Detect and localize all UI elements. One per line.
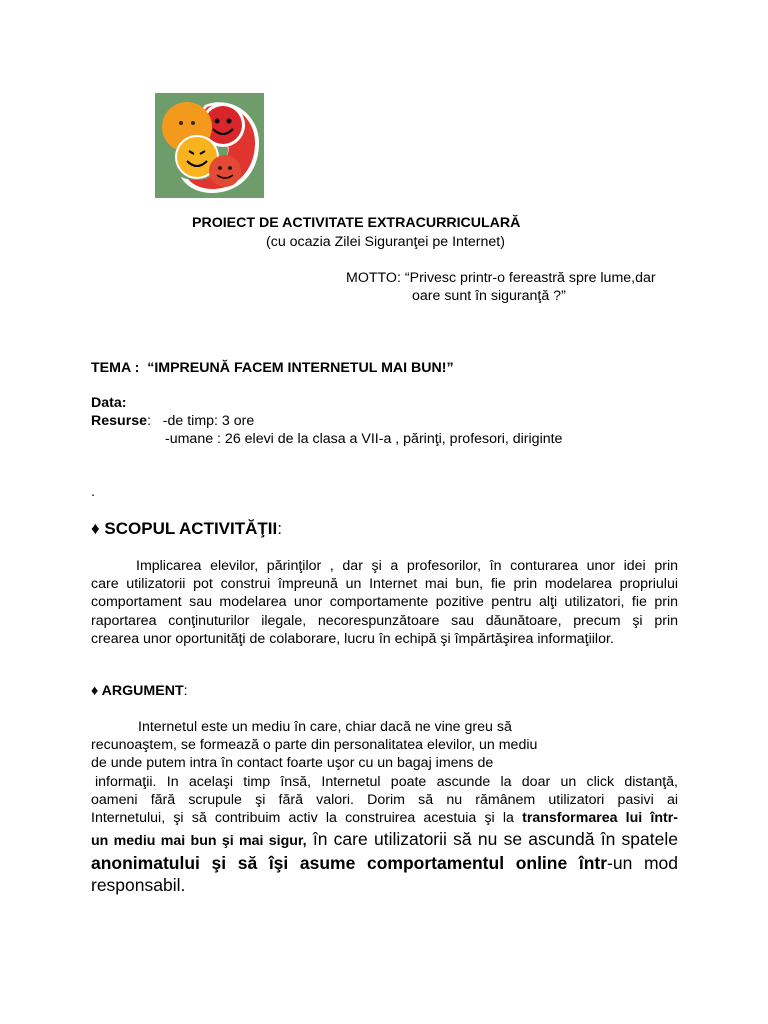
arg-line-8-a: anonimatului şi să îşi asume comportamentul online într (91, 853, 608, 874)
tema-line (91, 360, 454, 376)
arg-line-9: responsabil. (91, 875, 186, 896)
arg-line-7 (91, 828, 678, 850)
resurse-umane: -umane : 26 elevi de la clasa a VII-a , părinţi, profesori, diriginte (165, 431, 563, 447)
arg-line-1: Internetul este un mediu în care, chiar dacă ne vine greu să (138, 719, 512, 735)
arg-line-4: informaţii. In acelaşi timp însă, Internetul poate ascunde la doar un click distanţă, (95, 773, 678, 790)
scop-line-1: Implicarea elevilor, părinţilor , dar şi a profesorilor, în conturarea unor idei prin (136, 558, 678, 574)
arg-line-2: recunoaştem, se formează o parte din personalitatea elevilor, un mediu (91, 737, 538, 754)
tema-value: “IMPREUNĂ FACEM INTERNETUL MAI BUN!” (147, 360, 454, 376)
scop-line-4: raportarea conţinuturilor ilegale, necorespunzătoare sau dăunătoare, precum şi prin (91, 612, 678, 629)
scop-line-2: care utilizatorii pot construi împreună un Internet mai bun, fie prin modelarea propriului (91, 576, 678, 593)
scop-line-3: comportament sau modelarea unor comportamente pozitive pentru alţi utilizatori, fie prin (91, 594, 678, 611)
argument-heading-colon: : (183, 683, 188, 699)
resurse-label: Resurse (91, 413, 147, 429)
arg-line-7-b: în care utilizatorii să nu se ascundă în spatele (306, 829, 678, 850)
motto-label: MOTTO: (346, 270, 401, 286)
arg-line-8 (91, 852, 678, 874)
document-subtitle: (cu ocazia Zilei Siguranţei pe Internet) (266, 234, 505, 250)
arg-line-8-b: -un mod (607, 853, 678, 874)
resurse-line: Resurse: -de timp: 3 ore (91, 413, 255, 429)
arg-line-6-b: transformarea lui într- (522, 810, 678, 827)
scop-heading-colon: : (277, 519, 282, 538)
arg-line-6 (91, 809, 678, 827)
smiley-faces-icon (155, 93, 264, 198)
scop-heading (91, 519, 282, 539)
scop-paragraph (91, 557, 678, 648)
tema-label: TEMA : (91, 360, 140, 376)
smiley-logo-image (155, 93, 264, 198)
data-label: Data: (91, 395, 127, 411)
motto-text-1: “Privesc printr-o fereastră spre lume,dar (404, 270, 656, 286)
document-title: PROIECT DE ACTIVITATE EXTRACURRICULARĂ (192, 215, 521, 231)
motto-line-2: oare sunt în siguranţă ?” (412, 288, 566, 304)
arg-line-3: de unde putem intra în contact foarte uşor cu un bagaj imens de (91, 755, 494, 772)
scop-line-5: crearea unor oportunităţi de colaborare, lucru în echipă şi împărtăşirea informaţiilor. (91, 630, 614, 647)
argument-heading (91, 683, 188, 699)
motto-line-1 (346, 270, 656, 286)
arg-line-7-a: un mediu mai bun şi mai sigur, (91, 833, 307, 850)
argument-heading-text: ♦ ARGUMENT (91, 683, 184, 699)
stray-dot: . (91, 484, 95, 500)
arg-line-6-a: Internetului, şi să contribuim activ la construirea acestuia şi la (91, 810, 523, 827)
argument-paragraph (91, 718, 678, 896)
resurse-time: -de timp: 3 ore (162, 413, 255, 429)
scop-heading-text: ♦ SCOPUL ACTIVITĂŢII (91, 519, 278, 538)
arg-line-5: oameni fără scrupule şi fără valori. Dorim să nu rămânem utilizatori pasivi ai (91, 791, 678, 808)
